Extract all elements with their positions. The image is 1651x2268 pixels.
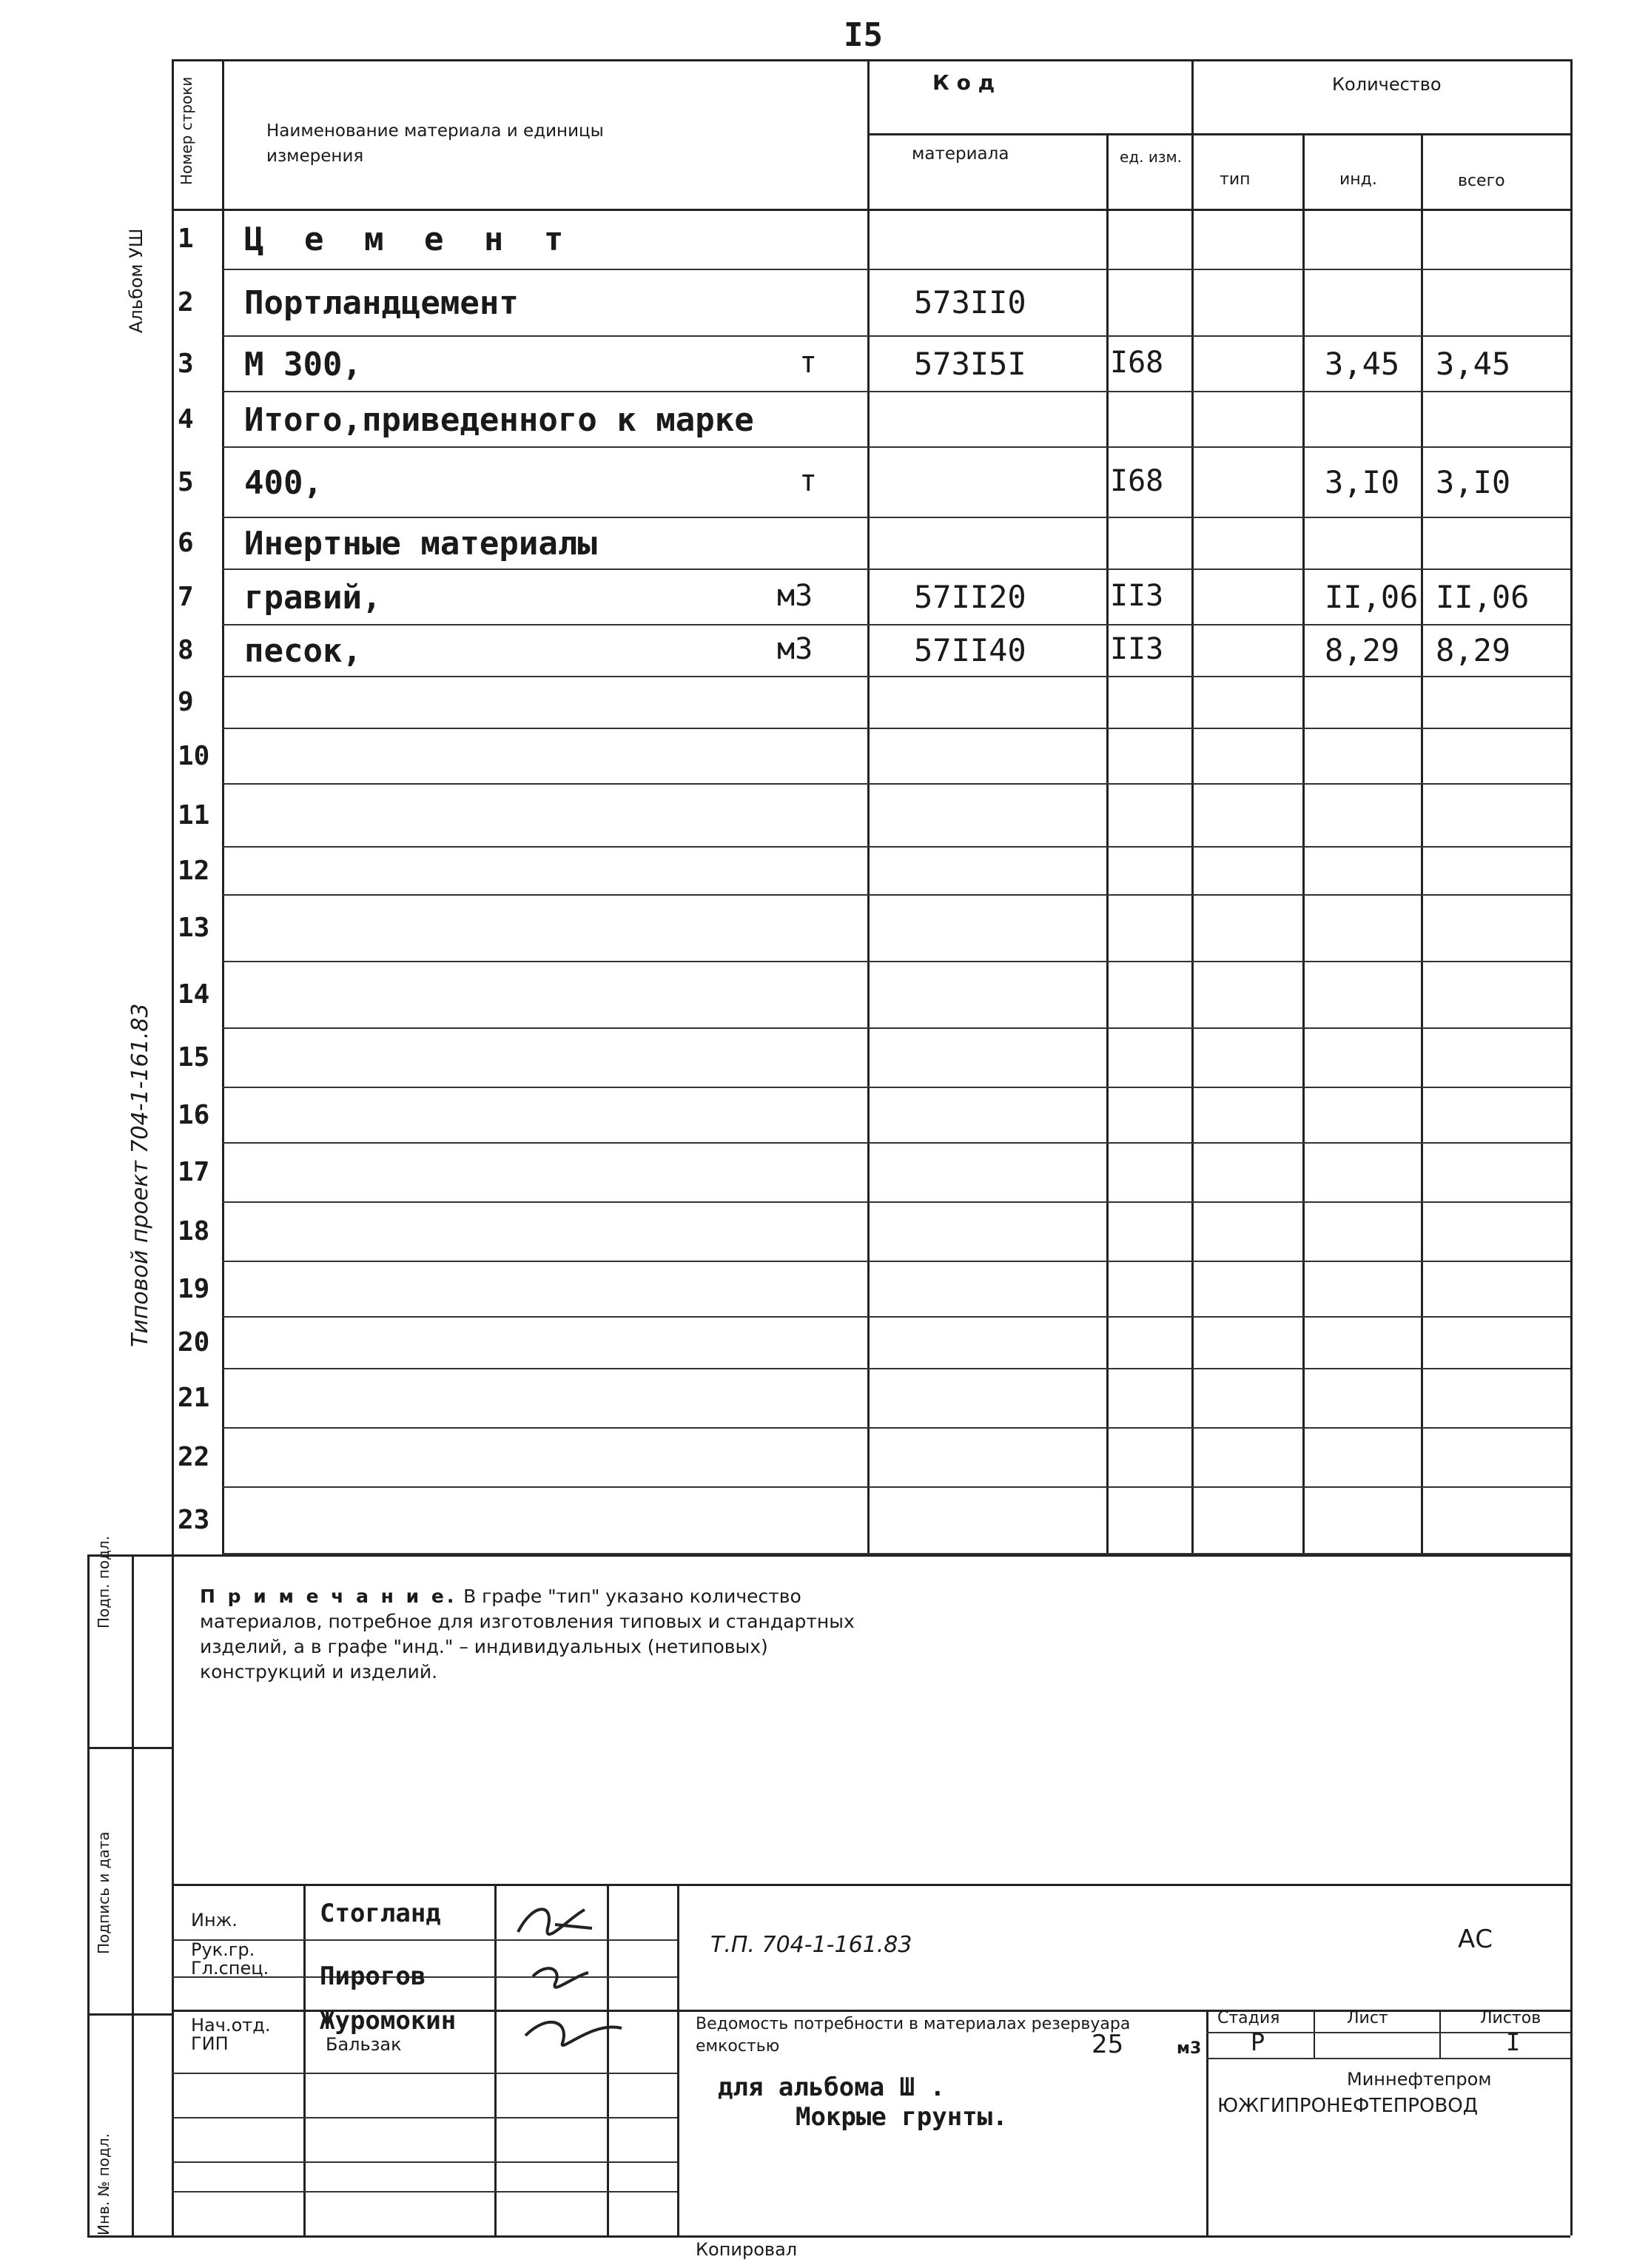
side-label-album: Альбом УШ — [126, 228, 147, 333]
material-name: Портландцемент — [244, 284, 519, 322]
row-number: 14 — [178, 979, 210, 1010]
material-name: песок, — [244, 632, 362, 670]
unit: м3 — [777, 632, 813, 666]
doc-code: Т.П. 704-1-161.83 — [710, 1932, 912, 1958]
unit: т — [799, 345, 818, 380]
row-number: 13 — [178, 913, 210, 943]
header-ed-izm: ед. изм. — [1120, 148, 1182, 166]
list-label: Лист — [1347, 2009, 1388, 2027]
row-number: 5 — [178, 466, 194, 497]
desc-line2: для альбома Ш . — [718, 2073, 946, 2102]
side-label-inv: Инв. № подл. — [95, 2133, 112, 2235]
stadiya-label: Стадия — [1217, 2009, 1280, 2027]
org-ministry: Миннефтепром — [1347, 2069, 1492, 2090]
row-number: 11 — [178, 799, 210, 831]
role-ruk-gr: Рук.гр. — [191, 1939, 255, 1960]
qty-total: II,06 — [1436, 578, 1530, 615]
header-kod: К о д — [932, 70, 995, 95]
row-number: 17 — [178, 1157, 210, 1187]
side-label-podp: Подп. подл. — [95, 1535, 112, 1628]
listov-label: Листов — [1480, 2009, 1541, 2027]
row-number: 21 — [178, 1383, 210, 1413]
qty-total: 8,29 — [1436, 632, 1511, 668]
note-title: П р и м е ч а н и е. — [200, 1586, 457, 1607]
unit-code: II3 — [1110, 578, 1164, 613]
qty-ind: 3,45 — [1325, 345, 1400, 382]
material-code: 57II40 — [914, 632, 1026, 668]
listov-value: I — [1506, 2028, 1521, 2056]
row-number: 12 — [178, 855, 210, 886]
header-name: Наименование материала и единицы измерения — [266, 121, 604, 166]
note — [200, 1584, 881, 1685]
desc-line3: Мокрые грунты. — [796, 2102, 1008, 2132]
unit: м3 — [777, 578, 813, 613]
material-name: Инертные материалы — [244, 525, 597, 563]
org-institute: ЮЖГИПРОНЕФТЕПРОВОД — [1217, 2095, 1479, 2117]
name-balzak: Бальзак — [326, 2034, 402, 2055]
material-name: Итого,приведенного к марке — [244, 400, 754, 439]
header-tip: тип — [1220, 170, 1251, 189]
header-ind: инд. — [1339, 170, 1377, 189]
row-number: 19 — [178, 1273, 210, 1304]
row-number: 23 — [178, 1505, 210, 1535]
row-number: 18 — [178, 1216, 210, 1247]
material-code: 573II0 — [914, 284, 1026, 321]
side-label-project: Типовой проект 704-1-161.83 — [127, 1003, 153, 1347]
unit: т — [799, 463, 818, 498]
qty-ind: 3,I0 — [1325, 463, 1400, 500]
material-code: 573I5I — [914, 345, 1026, 382]
material-name: Ц е м е н т — [244, 220, 574, 258]
qty-ind: 8,29 — [1325, 632, 1400, 668]
unit-code: I68 — [1110, 463, 1164, 498]
material-name: 400, — [244, 463, 323, 502]
row-number: 4 — [178, 403, 194, 435]
header-kolichestvo: Количество — [1332, 74, 1442, 95]
row-number: 6 — [178, 528, 194, 558]
header-material: материала — [912, 144, 1009, 164]
name-pirogov: Пирогов — [320, 1962, 426, 1991]
header-row-no: Номер строки — [178, 76, 195, 185]
kopiroval: Копировал — [696, 2239, 798, 2260]
name-stogland: Стогланд — [320, 1899, 441, 1928]
material-name: гравий, — [244, 578, 382, 617]
volume-unit: м3 — [1177, 2039, 1202, 2058]
row-number: 7 — [178, 581, 194, 612]
side-label-podpis-data: Подпись и дата — [95, 1831, 112, 1954]
material-name: М 300, — [244, 345, 362, 383]
unit-code: II3 — [1110, 632, 1164, 666]
signature-1 — [503, 1895, 673, 2073]
role-gip: ГИП — [191, 2033, 229, 2054]
row-number: 2 — [178, 287, 194, 318]
row-number: 22 — [178, 1442, 210, 1472]
role-gl-spec: Гл.спец. — [191, 1958, 269, 1979]
role-nach-otd: Нач.отд. — [191, 2015, 271, 2036]
row-number: 1 — [178, 223, 194, 254]
qty-ind: II,06 — [1325, 578, 1419, 615]
row-number: 8 — [178, 635, 194, 665]
row-number: 9 — [178, 687, 194, 717]
material-code: 57II20 — [914, 578, 1026, 615]
row-number: 15 — [178, 1042, 210, 1073]
header-vsego: всего — [1458, 172, 1505, 190]
doc-mark: АС — [1458, 1925, 1493, 1954]
unit-code: I68 — [1110, 345, 1164, 380]
qty-total: 3,I0 — [1436, 463, 1511, 500]
desc-line1: Ведомость потребности в материалах резервуара емкостью — [696, 2015, 1131, 2056]
page-number: I5 — [844, 16, 883, 54]
name-zhuromokin: Журомокин — [320, 2006, 457, 2036]
qty-total: 3,45 — [1436, 345, 1511, 382]
row-number: 3 — [178, 348, 194, 379]
row-number: 16 — [178, 1099, 210, 1130]
stadiya-value: Р — [1251, 2028, 1265, 2056]
row-number: 20 — [178, 1327, 210, 1358]
volume: 25 — [1092, 2030, 1124, 2059]
note-text: В графе "тип" указано количество материалов, потребное для изготовления типовых и стандартных изделий, а в графе "инд." – индивидуальных (нетиповых) конструкций и изделий. — [200, 1586, 855, 1682]
row-number: 10 — [178, 740, 210, 771]
role-inzh: Инж. — [191, 1910, 238, 1930]
